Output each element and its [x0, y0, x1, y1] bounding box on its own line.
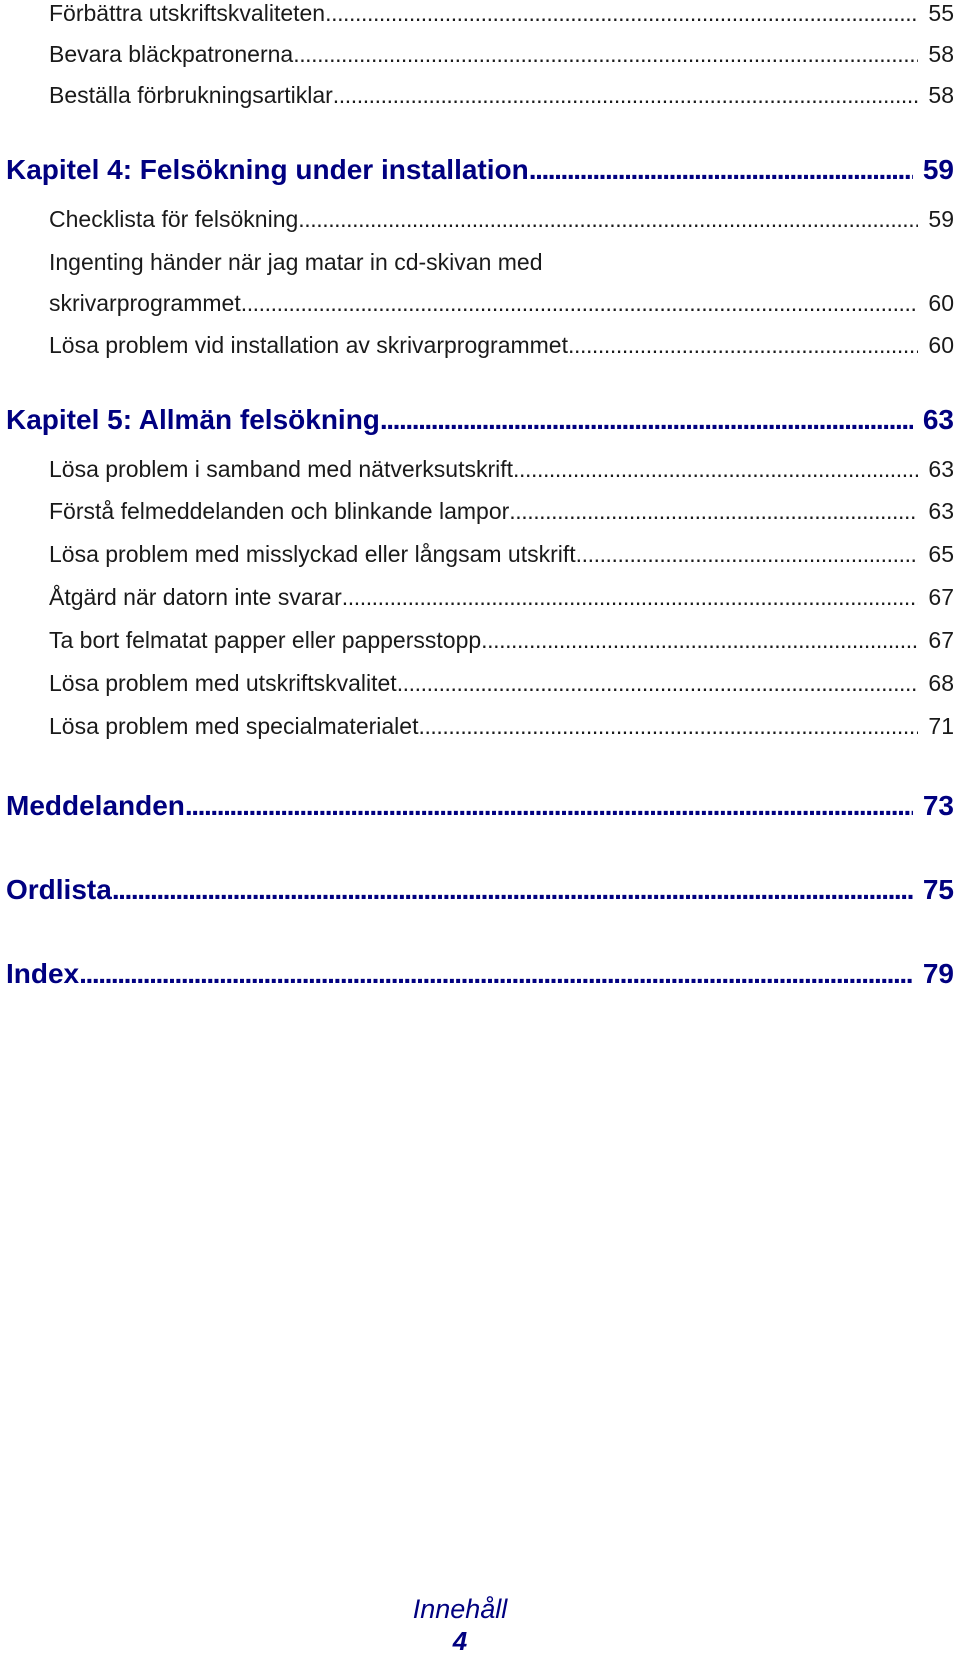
toc-entry[interactable] — [49, 584, 954, 611]
toc-chapter[interactable] — [6, 790, 954, 822]
toc-chapter[interactable] — [6, 154, 954, 186]
dot-leader — [79, 958, 913, 990]
toc-chapter[interactable] — [6, 958, 954, 990]
toc-entry[interactable] — [49, 541, 954, 568]
toc-chapter-page: 79 — [922, 958, 954, 989]
dot-leader — [241, 290, 919, 317]
toc-chapter-page: 63 — [922, 404, 954, 435]
toc-chapter-label: Index — [6, 958, 80, 989]
dot-leader — [185, 790, 913, 822]
toc-entry-page: 68 — [928, 670, 954, 696]
toc-entry[interactable] — [49, 670, 954, 697]
toc-entry-label: Lösa problem med utskriftskvalitet — [49, 670, 397, 696]
dot-leader — [481, 627, 918, 654]
dot-leader — [298, 206, 918, 233]
toc-entry-label: Beställa förbrukningsartiklar — [49, 82, 333, 108]
toc-entry-page: 63 — [928, 456, 954, 482]
toc-entry-label: Åtgärd när datorn inte svarar — [49, 584, 342, 610]
toc-entry-page: 60 — [928, 290, 954, 316]
toc-entry[interactable] — [49, 498, 954, 525]
toc-entry-page: 65 — [928, 541, 954, 567]
toc-entry-label: Lösa problem vid installation av skrivarprogrammet — [49, 332, 568, 358]
dot-leader — [509, 498, 918, 525]
toc-entry-page: 58 — [928, 41, 954, 67]
toc-entry[interactable] — [49, 82, 954, 109]
toc-entry-page: 63 — [928, 498, 954, 524]
toc-entry-label: Förstå felmeddelanden och blinkande lampor — [49, 498, 510, 524]
toc-chapter-label: Ordlista — [6, 874, 112, 905]
toc-chapter-page: 73 — [922, 790, 954, 821]
dot-leader — [418, 713, 918, 740]
toc-entry-label: Lösa problem i samband med nätverksutskrift — [49, 456, 514, 482]
dot-leader — [342, 584, 919, 611]
toc-entry[interactable] — [49, 206, 954, 233]
toc-chapter-label: Kapitel 5: Allmän felsökning — [6, 404, 380, 435]
toc-entry-label: Ta bort felmatat papper eller pappersstopp — [49, 627, 482, 653]
toc-entry-label: skrivarprogrammet — [49, 290, 241, 316]
toc-entry[interactable] — [49, 0, 954, 27]
toc-chapter-label: Meddelanden — [6, 790, 185, 821]
toc-entry-page: 60 — [928, 332, 954, 358]
toc-chapter-page: 75 — [922, 874, 954, 905]
dot-leader — [293, 41, 918, 68]
dot-leader — [568, 332, 918, 359]
toc-entry-page: 59 — [928, 206, 954, 232]
dot-leader — [112, 874, 913, 906]
toc-entry[interactable] — [49, 41, 954, 68]
toc-entry-page: 67 — [928, 627, 954, 653]
dot-leader — [333, 82, 919, 109]
toc-entry-page: 55 — [928, 0, 954, 26]
toc-chapter[interactable] — [6, 874, 954, 906]
dot-leader — [397, 670, 919, 697]
toc-entry-label: Lösa problem med misslyckad eller långsam utskrift — [49, 541, 576, 567]
toc-chapter-page: 59 — [922, 154, 954, 185]
dot-leader — [325, 0, 918, 27]
toc-entry[interactable] — [49, 290, 954, 317]
dot-leader — [513, 456, 918, 483]
toc-chapter-label: Kapitel 4: Felsökning under installation — [6, 154, 529, 185]
toc-entry-page: 71 — [928, 713, 954, 739]
toc-entry[interactable] — [49, 332, 954, 359]
toc-entry-label-line1[interactable]: Ingenting händer när jag matar in cd-skivan med — [49, 249, 543, 275]
toc-entry-label: Förbättra utskriftskvaliteten — [49, 0, 326, 26]
toc-entry[interactable] — [49, 627, 954, 654]
toc-entry[interactable] — [49, 456, 954, 483]
footer-title: Innehåll — [412, 1594, 508, 1624]
footer-page-number: 4 — [452, 1626, 468, 1656]
toc-entry-label: Bevara bläckpatronerna — [49, 41, 294, 67]
dot-leader — [529, 154, 913, 186]
toc-entry-label: Checklista för felsökning — [49, 206, 299, 232]
toc-entry[interactable] — [49, 713, 954, 740]
dot-leader — [380, 404, 913, 436]
dot-leader — [576, 541, 919, 568]
toc-entry-page: 58 — [928, 82, 954, 108]
toc-entry-page: 67 — [928, 584, 954, 610]
toc-entry-label: Lösa problem med specialmaterialet — [49, 713, 419, 739]
toc-chapter[interactable] — [6, 404, 954, 436]
